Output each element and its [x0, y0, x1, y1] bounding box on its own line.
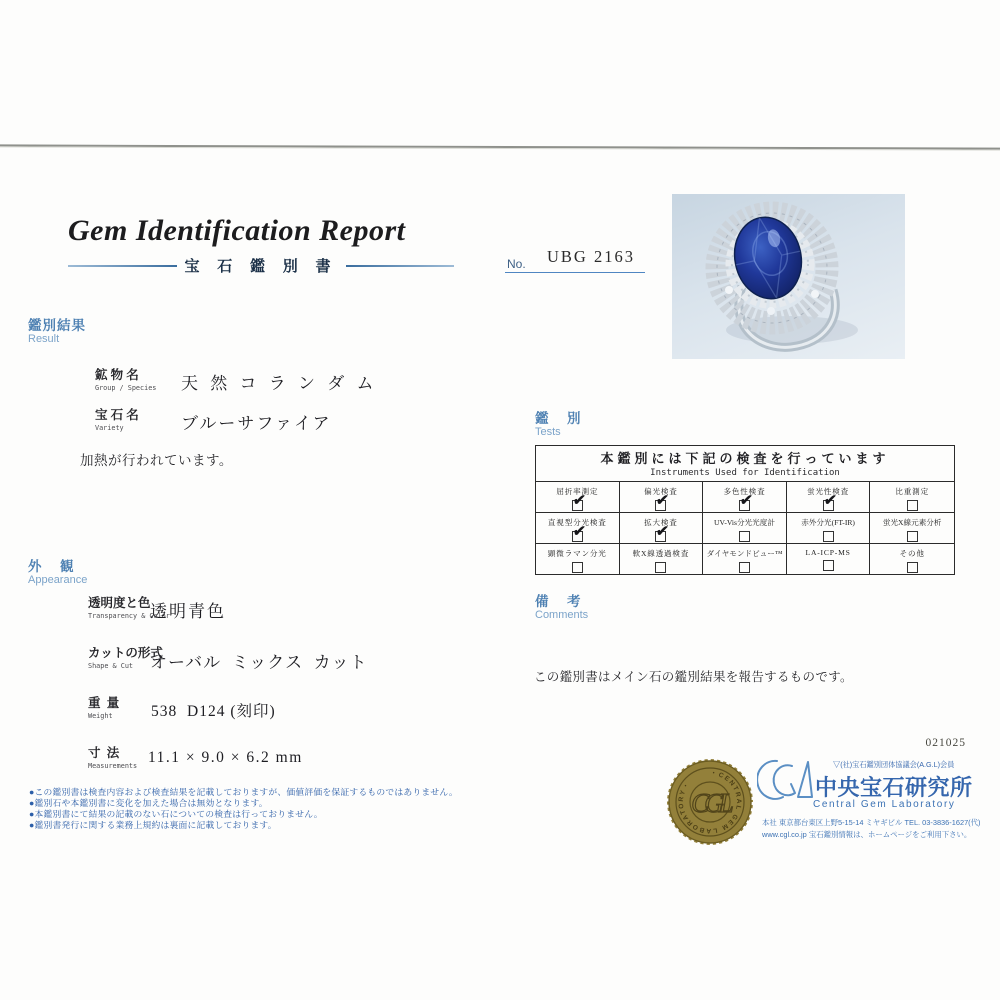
test-cell: 偏光検査 ✔ [620, 482, 704, 513]
report-number-label: No. [507, 257, 526, 271]
field-weight-label: 重 量 Weight [88, 696, 120, 720]
ring-photo [672, 194, 905, 359]
section-tests-header [535, 412, 582, 439]
seal-ring-text: ・CENTRAL GEM LABORATORY・ [677, 769, 742, 835]
test-cell: 蛍光X線元素分析 [870, 513, 954, 544]
test-cell: 多色性検査 ✔ [703, 482, 787, 513]
seal-monogram: CGL [691, 788, 729, 818]
field-group-species-label: 鉱 物 名 Group / Species [95, 368, 157, 392]
field-variety-value: ブルーサファイア [181, 414, 332, 433]
ring-illustration [672, 194, 905, 359]
footer-notes [29, 787, 458, 831]
checkbox [572, 562, 583, 573]
test-cell: 比重測定 [870, 482, 954, 513]
cgl-logo-icon [757, 757, 815, 803]
rule-left [68, 265, 177, 267]
checkbox [571, 523, 587, 542]
test-cell: 蛍光性検査 ✔ [787, 482, 871, 513]
field-measurements-value: 11.1 × 9.0 × 6.2 mm [148, 749, 303, 766]
section-appearance-label-ja: 外 観 [28, 559, 75, 574]
section-result-label-en: Result [28, 333, 60, 345]
section-comments-label-ja: 備 考 [535, 594, 582, 609]
section-comments-header [535, 595, 588, 622]
report-subtitle-rule [68, 255, 454, 276]
test-cell: UV-Vis分光光度計 [703, 513, 787, 544]
checkbox [822, 492, 838, 511]
checkbox [823, 560, 834, 571]
checkmark-icon: ✔ [822, 492, 838, 509]
section-appearance-header [28, 560, 87, 587]
report-number [505, 245, 645, 273]
tests-table [535, 445, 955, 575]
lab-membership: ▽(社)宝石鑑別団体協議会(A.G.L)会員 [833, 760, 955, 769]
comments-text: この鑑別書はメイン石の鑑別結果を報告するものです。 [534, 670, 853, 684]
section-tests-label-ja: 鑑 別 [535, 411, 582, 426]
checkbox [739, 492, 754, 511]
test-cell: 顕微ラマン分光 [536, 544, 620, 574]
field-group-species-value: 天 然 コ ラ ン ダ ム [181, 374, 378, 393]
tests-table-title-ja: 本鑑別には下記の検査を行っています [600, 451, 890, 466]
section-tests-label-en: Tests [535, 426, 561, 438]
lab-website: www.cgl.co.jp 宝石鑑別情報は、ホームページをご利用下さい。 [762, 830, 972, 839]
checkbox [907, 500, 918, 511]
heat-treatment-note: 加熱が行われています。 [80, 453, 233, 468]
field-measurements-label: 寸 法 Measurements [88, 746, 138, 770]
checkmark-icon: ✔ [571, 492, 587, 509]
section-appearance-label-en: Appearance [28, 574, 88, 586]
report-number-value: UBG 2163 [547, 247, 635, 266]
checkbox [739, 531, 750, 542]
checkbox [823, 531, 834, 542]
tests-table-grid [536, 482, 954, 574]
test-cell: LA-ICP-MS [787, 544, 871, 574]
lab-address: 本社 東京都台東区上野5-15-14 ミヤギビル TEL. 03-3836-1627(代) [762, 818, 981, 827]
field-variety-label: 宝 石 名 Variety [95, 408, 139, 432]
control-number: 021025 [925, 737, 966, 749]
checkmark-icon: ✔ [571, 523, 587, 540]
checkmark-icon: ✔ [655, 523, 670, 540]
checkbox [655, 523, 670, 542]
test-cell: 赤外分光(FT-IR) [787, 513, 871, 544]
test-cell: ダイヤモンドビュー™ [703, 544, 787, 574]
title-block [68, 214, 454, 276]
checkbox [907, 531, 918, 542]
checkbox [655, 492, 670, 511]
field-shape-cut-value: オーバル ミックス カット [150, 653, 368, 672]
report-subtitle: 宝 石 鑑 別 書 [184, 259, 338, 275]
checkbox [739, 562, 750, 573]
footer-note: ●この鑑別書は検査内容および検査結果を記載しておりますが、価値評価を保証するものではありません。 [29, 787, 458, 797]
test-cell: 軟X線透過検査 [620, 544, 704, 574]
checkbox [655, 562, 666, 573]
report-title: Gem Identification Report [68, 214, 406, 247]
checkbox [571, 492, 587, 511]
field-weight-value: 538 D124 (刻印) [151, 703, 276, 720]
lab-name-en: Central Gem Laboratory [813, 799, 956, 810]
test-cell: 直視型分光検査 ✔ [536, 513, 620, 544]
tests-table-title-en: Instruments Used for Identification [650, 468, 840, 478]
test-cell: 屈折率測定 ✔ [536, 482, 620, 513]
footer-note: ●本鑑別書にて結果の記載のない石についての検査は行っておりません。 [29, 809, 323, 819]
footer-note: ●鑑別石や本鑑別書に変化を加えた場合は無効となります。 [29, 798, 268, 808]
footer-note: ●鑑別書発行に関する業務上規約は裏面に記載しております。 [29, 820, 277, 830]
checkmark-icon: ✔ [739, 492, 754, 509]
section-comments-label-en: Comments [535, 609, 589, 621]
section-result-header [28, 319, 86, 346]
checkmark-icon: ✔ [655, 492, 670, 509]
field-transparency-color-label: 透明度と色 Transparency & Color [88, 596, 170, 620]
section-result-label-ja: 鑑別結果 [28, 318, 86, 333]
field-shape-cut-label: カットの形式 Shape & Cut [88, 646, 163, 670]
gold-seal [662, 754, 758, 850]
checkbox [907, 562, 918, 573]
field-transparency-color-value: 透明青色 [150, 602, 226, 621]
test-cell: 拡大検査 ✔ [620, 513, 704, 544]
test-cell: その他 [870, 544, 954, 574]
lab-name-ja: 中央宝石研究所 [815, 775, 973, 800]
rule-right [346, 265, 455, 267]
tests-table-header [536, 446, 954, 482]
